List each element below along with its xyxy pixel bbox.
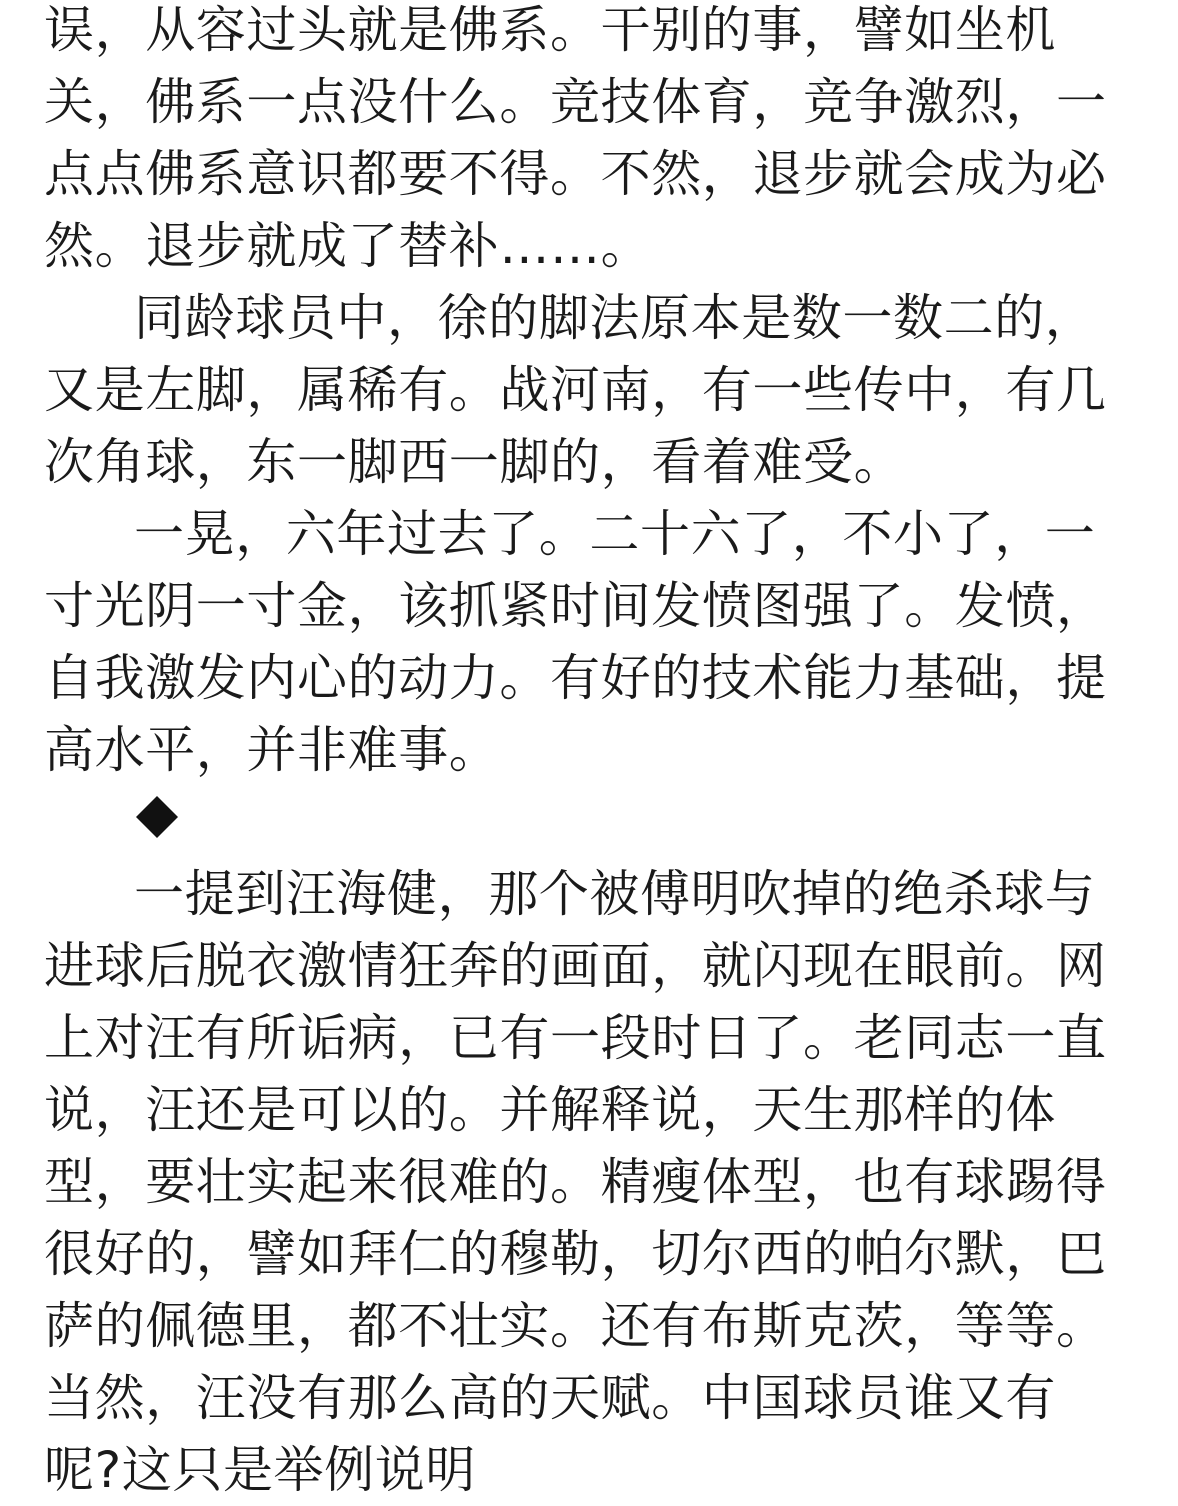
paragraph-line: 一晃，六年过去了。二十六了，不小了，一: [134, 505, 1096, 563]
paragraph-line: 进球后脱衣激情狂奔的画面，就闪现在眼前。网: [44, 937, 1107, 995]
paragraph-line: 然。退步就成了替补……。: [44, 217, 652, 275]
paragraph-line: 次角球，东一脚西一脚的，看着难受。: [44, 433, 905, 491]
paragraph-line: 一提到汪海健，那个被傅明吹掉的绝杀球与: [134, 865, 1096, 923]
paragraph-line: 自我激发内心的动力。有好的技术能力基础，提: [44, 649, 1107, 707]
paragraph-line: 同龄球员中，徐的脚法原本是数一数二的，: [134, 289, 1096, 347]
paragraph-line: 寸光阴一寸金，该抓紧时间发愤图强了。发愤，: [44, 577, 1107, 635]
paragraph-line: 型，要壮实起来很难的。精瘦体型，也有球踢得: [44, 1153, 1107, 1211]
paragraph-line: 误，从容过头就是佛系。干别的事，譬如坐机: [44, 1, 1056, 59]
paragraph-line: 萨的佩德里，都不壮实。还有布斯克茨，等等。: [44, 1297, 1107, 1355]
paragraph-line: 关，佛系一点没什么。竞技体育，竞争激烈，一: [44, 73, 1107, 131]
paragraph-line: 说，汪还是可以的。并解释说，天生那样的体: [44, 1081, 1056, 1139]
paragraph-line: 点点佛系意识都要不得。不然，退步就会成为必: [44, 145, 1107, 203]
black-diamond-icon: [135, 795, 179, 839]
paragraph-line: 高水平，并非难事。: [44, 721, 500, 779]
paragraph-line: 又是左脚，属稀有。战河南，有一些传中，有几: [44, 361, 1107, 419]
paragraph-line: 很好的，譬如拜仁的穆勒，切尔西的帕尔默，巴: [44, 1225, 1107, 1283]
paragraph-line: 上对汪有所诟病，已有一段时日了。老同志一直: [44, 1009, 1107, 1067]
paragraph-line: 当然，汪没有那么高的天赋。中国球员谁又有: [44, 1369, 1056, 1427]
paragraph-line: 呢?这只是举例说明: [44, 1441, 476, 1499]
